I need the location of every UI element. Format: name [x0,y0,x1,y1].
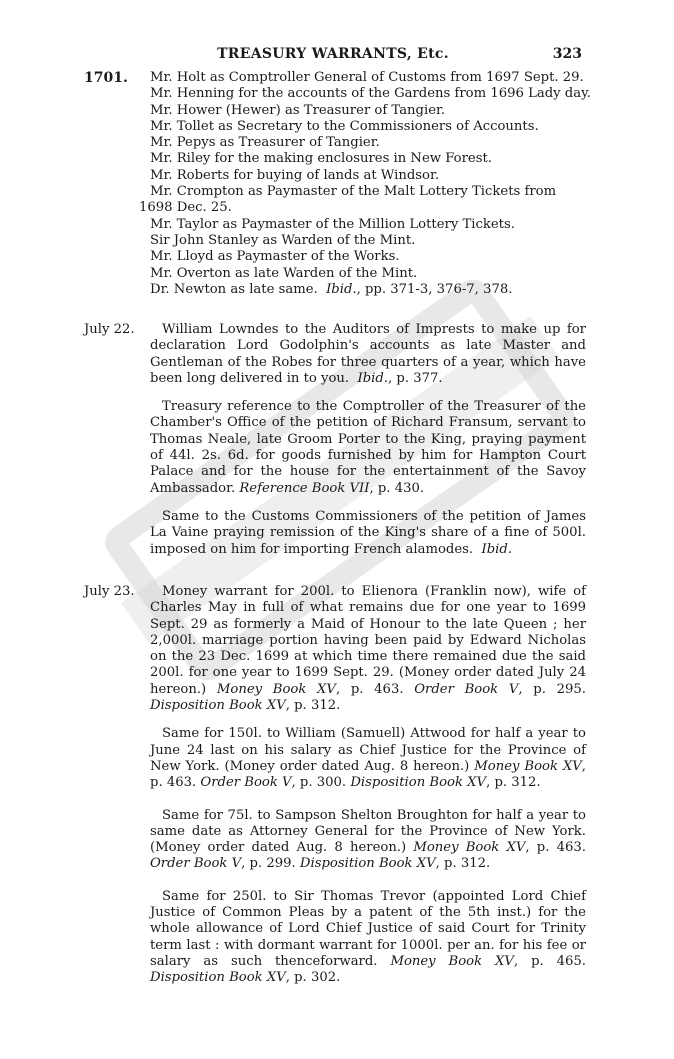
source-ref: Money Book XV [390,953,514,969]
source-ref: Disposition Book XV [350,775,487,791]
source-ref: Order Book V [200,775,292,791]
page-number: 323 [552,46,582,62]
source-ref: Money Book XV [216,681,336,697]
source-pages: , pp. 371-3, 376-7, 378. [356,281,513,297]
source-ref: Money Book XV [474,758,582,774]
source-ref: Reference Book VII [239,480,370,496]
entry-date: July 23. [84,584,135,599]
running-title: TREASURY WARRANTS, Etc. [217,46,449,62]
list-item: Mr. Holt as Comptroller General of Customs from 1697 Sept. 29. [150,70,584,85]
source-ref: Money Book XV [413,840,526,856]
entry-paragraph: Same for 250l. to Sir Thomas Trevor (appointed Lord Chief Justice of Common Pleas by a patent of the 5th inst.) for the whole allowance of Lord Chief Justice of said Court for Trinity term last : with dormant warrant for 1000l. per an. for his fee or salary as such thenceforward. Money Book XV, p. 465. Disposition Book XV, p. 302. [150,888,586,986]
list-item: Mr. Taylor as Paymaster of the Million Lottery Tickets. [150,216,515,232]
year-margin-note: 1701. [84,70,128,86]
source-ref: Ibid. [357,370,389,386]
amount: 44l. 2s. 6d. [169,448,249,464]
source-ref: Ibid. [481,541,513,557]
entry-july-23 [84,584,586,987]
list-item: Mr. Pepys as Treasurer of Tangier. [150,135,380,151]
entry-paragraph: Money warrant for 200l. to Elienora (Franklin now), wife of Charles May in full of what remains due for one year to 1699 Sept. 29 as formerly a Maid of Honour to the late Queen ; her 2,000l. marriage portion having been paid by Edward Nicholas on the 23 Dec. 1699 at which time there remained due the said 200l. for one year to 1699 Sept. 29. (Money order dated July 24 hereon.) Money Book XV, p. 463. Order Book V, p. 295. Disposition Book XV, p. 312. [150,584,586,714]
list-item: Mr. Crompton as Paymaster of the Malt Lottery Tickets from [150,184,557,200]
list-item [150,282,586,298]
entry-paragraph: Same for 75l. to Sampson Shelton Broughton for half a year to same date as Attorney General for the Province of New York. (Money order dated Aug. 8 hereon.) Money Book XV, p. 463. Order Book V, p. 299. Disposition Book XV, p. 312. [150,807,586,872]
entry-july-22 [84,322,586,558]
running-header [84,46,582,66]
source-ref: Disposition Book XV [150,970,286,986]
list-item: Mr. Roberts for buying of lands at Windsor. [150,167,440,183]
entry-paragraph: William Lowndes to the Auditors of Imprests to make up for declaration Lord Godolphin's accounts as late Master and Gentleman of the Robes for three quarters of a year, which have been long delivered in to you. Ibid., p. 377. [150,322,586,386]
list-item: Mr. Riley for the making enclosures in New Forest. [150,151,492,167]
source-ref: Disposition Book XV [150,698,286,714]
entry-date: July 22. [84,322,135,337]
list-item-text: Dr. Newton as late same. [150,281,318,297]
list-item: Mr. Tollet as Secretary to the Commissioners of Accounts. [150,118,539,134]
list-item: Mr. Hower (Hewer) as Treasurer of Tangier. [150,102,446,118]
list-item: Mr. Lloyd as Paymaster of the Works. [150,249,400,265]
entry-paragraph: Same to the Customs Commissioners of the petition of James La Vaine praying remission of the King's share of a fine of 500l. imposed on him for importing French alamodes. Ibid. [150,508,586,557]
list-item-continuation: 1698 Dec. 25. [139,200,232,216]
list-item: Mr. Henning for the accounts of the Gardens from 1696 Lady day. [150,86,591,102]
entry-paragraph: Same for 150l. to William (Samuell) Attwood for half a year to June 24 last on his salary as Chief Justice for the Province of New York. (Money order dated Aug. 8 hereon.) Money Book XV, p. 463. Order Book V, p. 300. Disposition Book XV, p. 312. [150,726,586,791]
list-item: Sir John Stanley as Warden of the Mint. [150,232,416,248]
source-ref: Ibid. [326,281,357,297]
list-item: Mr. Overton as late Warden of the Mint. [150,265,418,281]
officer-list [139,66,591,298]
source-ref: Order Book V [414,681,519,697]
entry-paragraph: Treasury reference to the Comptroller of the Treasurer of the Chamber's Office of the petition of Richard Fransum, servant to Thomas Neale, late Groom Porter to the King, praying payment of 44l. 2s. 6d. for goods furnished by him for Hampton Court Palace and for the house for the entertainment of the Savoy Ambassador. Reference Book VII, p. 430. [150,399,587,496]
source-ref: Disposition Book XV [299,856,436,872]
source-ref: Order Book V [150,856,242,872]
